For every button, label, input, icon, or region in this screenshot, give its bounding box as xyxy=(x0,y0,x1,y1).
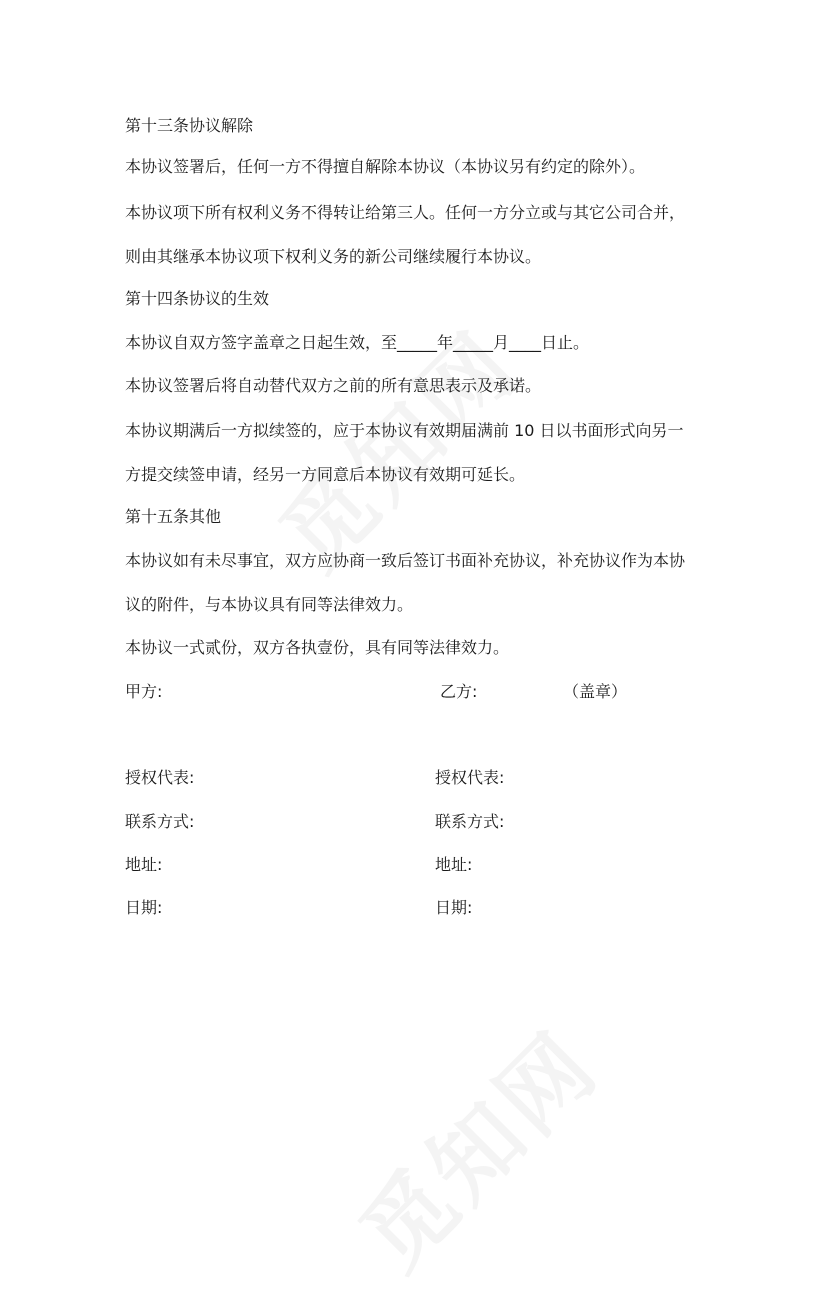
party-b-address-label: 地址: xyxy=(435,855,473,874)
section-heading: 第十五条其他 xyxy=(125,507,222,526)
party-a-rep-label: 授权代表: xyxy=(125,768,195,787)
party-b-date-label: 日期: xyxy=(435,898,473,917)
paragraph-line: 议的附件，与本协议具有同等法律效力。 xyxy=(125,595,414,614)
watermark xyxy=(326,997,622,1293)
party-a-label: 甲方: xyxy=(125,682,163,701)
paragraph-line: 本协议自双方签字盖章之日起生效，至_____年_____月____日止。 xyxy=(125,333,590,352)
paragraph-line: 本协议签署后，任何一方不得擅自解除本协议（本协议另有约定的除外）。 xyxy=(125,157,646,176)
party-a-date-label: 日期: xyxy=(125,898,163,917)
section-heading: 第十三条协议解除 xyxy=(125,116,254,135)
seal-label: （盖章） xyxy=(563,682,628,701)
party-a-contact-label: 联系方式: xyxy=(125,812,195,831)
paragraph-line: 本协议项下所有权利义务不得转让给第三人。任何一方分立或与其它公司合并， xyxy=(125,203,686,222)
paragraph-line: 本协议如有未尽事宜，双方应协商一致后签订书面补充协议，补充协议作为本协 xyxy=(125,551,686,570)
paragraph-line: 则由其继承本协议项下权利义务的新公司继续履行本协议。 xyxy=(125,247,542,266)
paragraph-line: 本协议期满后一方拟续签的，应于本协议有效期届满前 10 日以书面形式向另一 xyxy=(125,421,684,440)
paragraph-line: 本协议一式贰份，双方各执壹份，具有同等法律效力。 xyxy=(125,638,510,657)
party-b-label: 乙方: xyxy=(440,682,478,701)
party-b-contact-label: 联系方式: xyxy=(435,812,505,831)
party-b-rep-label: 授权代表: xyxy=(435,768,505,787)
paragraph-line: 方提交续签申请，经另一方同意后本协议有效期可延长。 xyxy=(125,465,526,484)
paragraph-line: 本协议签署后将自动替代双方之前的所有意思表示及承诺。 xyxy=(125,376,542,395)
section-heading: 第十四条协议的生效 xyxy=(125,289,270,308)
party-a-address-label: 地址: xyxy=(125,855,163,874)
